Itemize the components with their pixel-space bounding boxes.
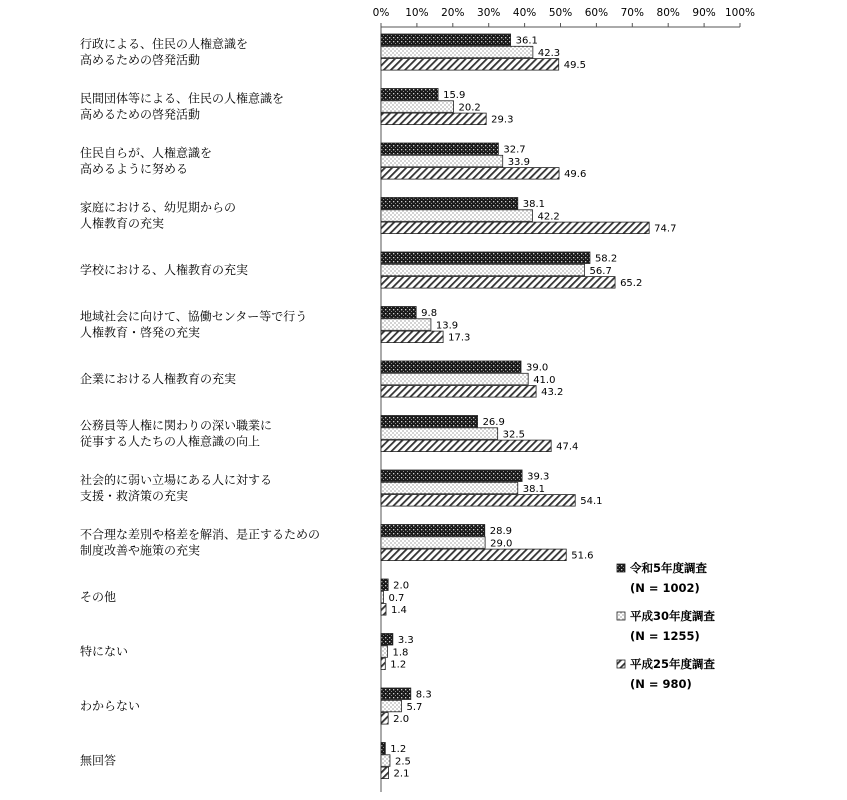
value-label: 2.5 xyxy=(394,756,411,768)
x-tick-label: 100% xyxy=(724,7,756,19)
value-label: 42.2 xyxy=(537,211,560,223)
value-label: 56.7 xyxy=(589,265,612,277)
category-label: 社会的に弱い立場にある人に対する xyxy=(80,473,273,488)
value-label: 58.2 xyxy=(594,253,618,265)
category-label: 従事する人たちの人権意識の向上 xyxy=(80,434,261,449)
value-label: 39.3 xyxy=(527,471,550,483)
bar-2 xyxy=(381,264,585,276)
x-tick-label: 10% xyxy=(405,7,429,19)
bar-1 xyxy=(381,416,478,428)
category-label: 制度改善や施策の充実 xyxy=(80,543,201,558)
bar-1 xyxy=(381,252,590,264)
value-label: 39.0 xyxy=(526,362,549,374)
bar-2 xyxy=(381,537,485,549)
x-tick-label: 50% xyxy=(548,7,573,19)
x-tick-label: 30% xyxy=(477,7,501,19)
bar-2 xyxy=(381,755,390,767)
bar-1 xyxy=(381,89,438,101)
bar-2 xyxy=(381,319,431,331)
value-label: 28.9 xyxy=(489,526,513,537)
legend-swatch xyxy=(617,564,625,572)
bar-2 xyxy=(381,373,528,385)
x-tick-label: 0% xyxy=(372,7,390,19)
legend-sample-size: (N = 1255) xyxy=(630,629,700,643)
bar-2 xyxy=(381,646,387,658)
value-label: 54.1 xyxy=(580,496,603,508)
category-label: 家庭における、幼児期からの xyxy=(80,200,237,215)
value-label: 2.1 xyxy=(393,768,410,780)
legend-swatch xyxy=(617,660,625,668)
value-label: 41.0 xyxy=(533,374,556,386)
value-label: 1.2 xyxy=(390,744,407,755)
value-label: 51.6 xyxy=(571,550,594,562)
legend-sample-size: (N = 1002) xyxy=(630,581,700,595)
value-label: 32.5 xyxy=(502,429,525,441)
value-label: 43.2 xyxy=(541,387,564,399)
value-label: 36.1 xyxy=(515,35,538,47)
value-label: 17.3 xyxy=(448,332,471,344)
category-label: 学校における、人権教育の充実 xyxy=(80,263,249,278)
x-tick-label: 90% xyxy=(692,7,716,19)
category-label: 地域社会に向けて、協働センター等で行う xyxy=(80,309,308,324)
bar-1 xyxy=(381,143,498,155)
value-label: 20.2 xyxy=(458,102,481,114)
category-label: 高めるように努める xyxy=(80,162,189,177)
value-label: 3.3 xyxy=(397,635,414,646)
value-label: 1.4 xyxy=(391,605,407,617)
value-label: 5.7 xyxy=(406,701,423,713)
value-label: 38.1 xyxy=(522,483,546,495)
value-label: 29.0 xyxy=(490,538,513,550)
category-label: 行政による、住民の人権意識を xyxy=(80,37,249,52)
category-label: 公務員等人権に関わりの深い職業に xyxy=(80,418,273,433)
value-label: 9.8 xyxy=(421,308,438,319)
bar-2 xyxy=(381,101,454,113)
bar-1 xyxy=(381,307,416,319)
bar-2 xyxy=(381,46,533,58)
bar-1 xyxy=(381,361,521,373)
legend xyxy=(617,561,716,691)
category-label: 高めるための啓発活動 xyxy=(80,53,201,68)
legend-swatch xyxy=(617,612,625,620)
bar-3 xyxy=(381,386,536,398)
value-label: 0.7 xyxy=(388,592,405,604)
bar-3 xyxy=(381,168,559,180)
legend-series-name: 令和5年度調査 xyxy=(630,561,708,575)
value-label: 65.2 xyxy=(620,278,643,290)
bar-2 xyxy=(381,210,532,222)
bar-3 xyxy=(381,767,389,779)
bar-2 xyxy=(381,591,384,603)
bar-1 xyxy=(381,470,522,482)
value-label: 2.0 xyxy=(393,714,410,726)
bar-2 xyxy=(381,700,401,712)
bar-3 xyxy=(381,113,486,125)
category-label: 人権教育・啓発の充実 xyxy=(80,325,201,340)
bar-3 xyxy=(381,549,566,561)
value-label: 47.4 xyxy=(556,441,579,453)
bar-1 xyxy=(381,198,518,210)
category-label: わからない xyxy=(80,699,141,714)
value-label: 42.3 xyxy=(537,47,561,59)
bar-3 xyxy=(381,713,388,725)
legend-series-name: 平成25年度調査 xyxy=(630,657,716,671)
value-label: 15.9 xyxy=(443,90,466,101)
value-label: 2.0 xyxy=(393,580,410,592)
bar-3 xyxy=(381,604,386,616)
value-label: 49.5 xyxy=(563,60,586,72)
category-labels xyxy=(80,36,320,768)
bar-2 xyxy=(381,155,503,167)
category-label: 人権教育の充実 xyxy=(80,216,165,231)
category-label: 民間団体等による、住民の人権意識を xyxy=(80,91,285,106)
category-label: 特にない xyxy=(80,644,129,659)
category-label: 支援・救済策の充実 xyxy=(80,489,189,504)
value-label: 49.6 xyxy=(564,169,587,181)
category-label: 企業における人権教育の充実 xyxy=(80,372,237,387)
bar-2 xyxy=(381,428,498,440)
bar-1 xyxy=(381,688,411,700)
bar-3 xyxy=(381,59,559,71)
bar-1 xyxy=(381,34,511,46)
x-tick-label: 60% xyxy=(584,7,609,19)
legend-series-name: 平成30年度調査 xyxy=(630,609,716,623)
bar-2 xyxy=(381,482,518,494)
value-label: 33.9 xyxy=(507,156,530,168)
category-label: 高めるための啓発活動 xyxy=(80,107,201,122)
value-label: 29.3 xyxy=(491,114,514,126)
bar-1 xyxy=(381,634,393,646)
x-tick-label: 20% xyxy=(441,7,465,19)
bar-3 xyxy=(381,277,615,289)
value-label: 26.9 xyxy=(482,417,505,428)
value-label: 1.2 xyxy=(390,659,407,671)
bar-1 xyxy=(381,743,385,755)
category-label: 無回答 xyxy=(80,753,117,768)
value-label: 1.8 xyxy=(392,647,409,659)
category-label: その他 xyxy=(80,590,117,605)
legend-sample-size: (N = 980) xyxy=(630,677,692,691)
category-label: 住民自らが、人権意識を xyxy=(80,146,213,161)
bar-1 xyxy=(381,525,485,537)
value-label: 74.7 xyxy=(654,223,677,235)
value-label: 38.1 xyxy=(522,199,546,210)
bar-3 xyxy=(381,222,649,234)
bar-3 xyxy=(381,495,575,507)
bar-3 xyxy=(381,440,551,452)
x-tick-label: 70% xyxy=(620,7,644,19)
bar-1 xyxy=(381,579,388,591)
value-label: 13.9 xyxy=(435,320,459,332)
category-label: 不合理な差別や格差を解消、是正するための xyxy=(80,527,321,542)
bar-3 xyxy=(381,331,443,343)
bar-3 xyxy=(381,658,385,670)
value-label: 32.7 xyxy=(503,144,526,156)
value-label: 8.3 xyxy=(415,689,432,701)
x-tick-label: 80% xyxy=(656,7,680,19)
x-tick-label: 40% xyxy=(512,7,537,19)
